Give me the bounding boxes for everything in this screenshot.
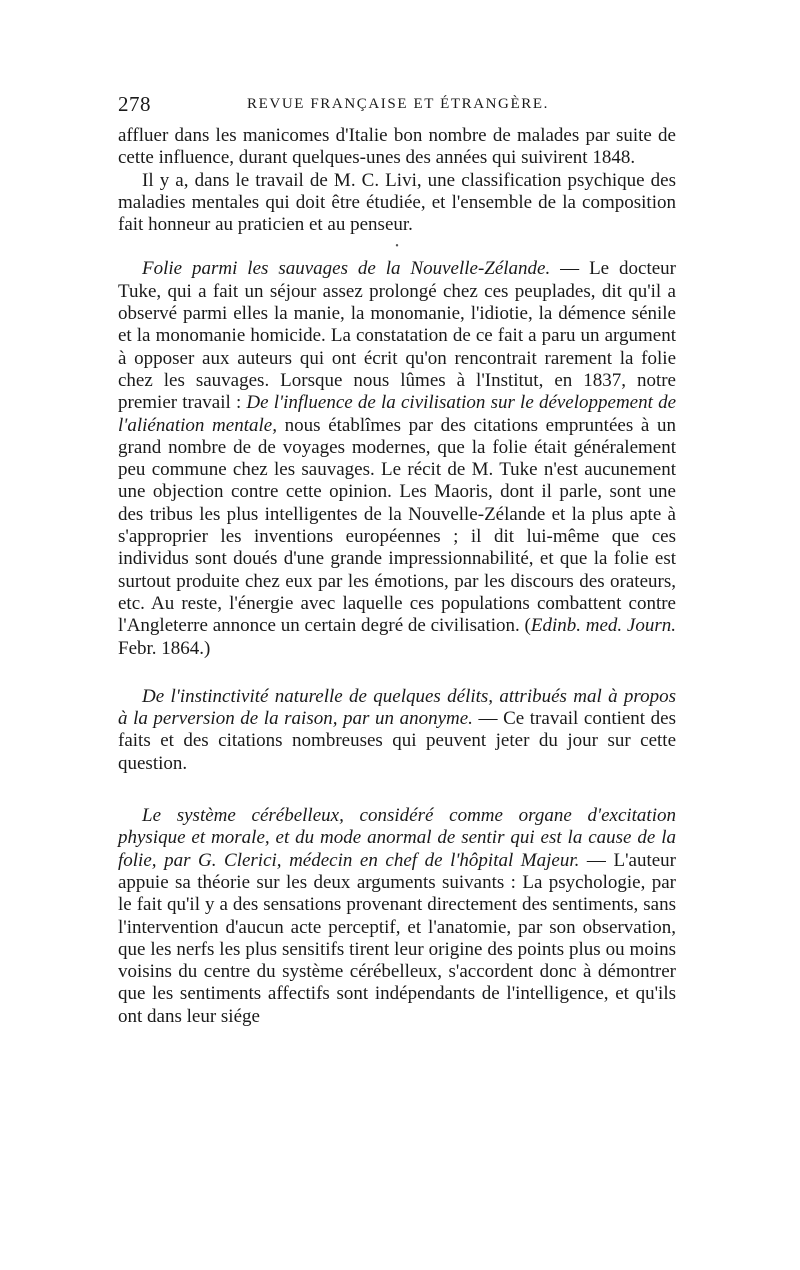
paragraph-text: — Le docteur Tuke, qui a fait un séjour assez prolongé chez ces peuplades, dit qu'il a observé parmi elles la manie, la monomanie, l'idiotie, la démence sénile et la monomanie homicide. La constatation de ce fait a paru un argument à opposer aux auteurs qui ont écrit qu'on rencontrait rarement la folie chez les sauvages. Lorsque nous lûmes à l'Institut, en 1837, notre premier travail : — [118, 258, 676, 414]
paragraph-livi: Il y a, dans le travail de M. C. Livi, une classification psychique des maladies mentales qui doit être étudiée, et l'ensemble de la composition fait honneur au praticien et au penseur. — [118, 169, 676, 236]
paragraph-nouvelle-zelande — [118, 258, 676, 659]
running-title: REVUE FRANÇAISE ET ÉTRANGÈRE. — [247, 96, 549, 112]
cited-work-title: De l'influence de la civilisation sur le développement de l'aliénation mentale, — [118, 392, 676, 436]
paragraph-text: Febr. 1864.) — [118, 637, 211, 659]
paragraph-text: — Ce travail contient des faits et des citations nombreuses qui peuvent jeter du jour sur cette question. — [118, 708, 676, 774]
paragraph-continuation: affluer dans les manicomes d'Italie bon nombre de malades par suite de cette influence, durant quelques-unes des années qui suivirent 1848. — [118, 125, 676, 169]
section-title-systeme-cerebelleux: Le système cérébelleux, considéré comme organe d'excitation physique et morale, et du mode anormal de sentir qui est la cause de la folie, par G. Clerici, médecin en chef de l'hôpital Majeur. — [118, 805, 676, 871]
page-header — [118, 92, 678, 120]
journal-citation: Edinb. med. Journ. — [530, 615, 676, 637]
paragraph-instinctivite — [118, 686, 676, 775]
paragraph-systeme-cerebelleux — [118, 805, 676, 1028]
body-text — [118, 125, 676, 1028]
section-title-instinctivite: De l'instinctivité naturelle de quelques délits, attribués mal à propos à la perversion de la raison, par un anonyme. — [118, 685, 676, 730]
paragraph-text: — L'auteur appuie sa théorie sur les deux arguments suivants : La psychologie, par le fait qu'il y a des sensations provenant directement des sentiments, sans l'intervention d'aucun acte perceptif, et l'anatomie, par son observation, que les nerfs les plus sensitifs tirent leur origine des points plus ou moins voisins du centre du système cérébelleux, s'accordent donc à démontrer que les sentiments affectifs sont indépendants de l'intelligence, et qu'ils ont dans leur siége — [118, 849, 676, 1027]
section-title-nouvelle-zelande: Folie parmi les sauvages de la Nouvelle-Zélande. — [142, 258, 551, 280]
paragraph-text: nous établîmes par des citations empruntées à un grand nombre de de voyages modernes, que la folie était généralement peu commune chez les sauvages. Le récit de M. Tuke n'est aucunement une objection contre cette opinion. Les Maoris, dont il parle, sont une des tribus les plus intelligentes de la Nouvelle-Zélande et la plus apte à s'approprier les inventions européennes ; il dit lui-même que ces individus sont doués d'une grande impressionnabilité, et que la folie est surtout produite chez eux par les émotions, par les discours des orateurs, etc. Au reste, l'énergie avec laquelle ces populations combattent contre l'Angleterre annonce un certain degré de civilisation. ( — [118, 414, 676, 637]
separator-mark: • — [395, 241, 399, 253]
page-number: 278 — [118, 92, 151, 116]
